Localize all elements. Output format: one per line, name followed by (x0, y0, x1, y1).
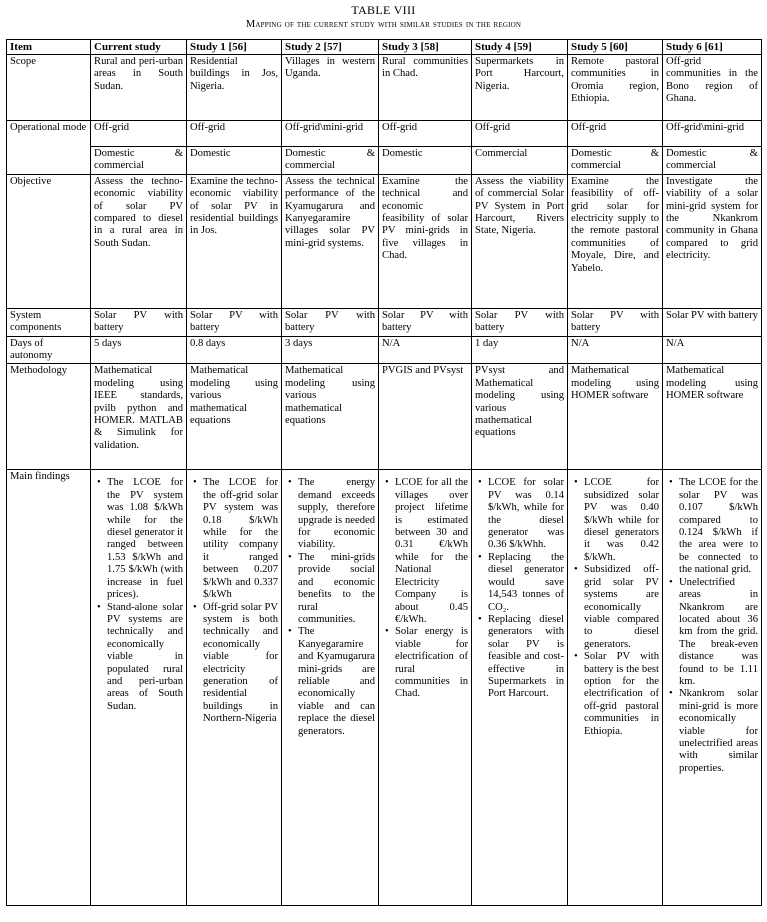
list-item: • Off-grid solar PV system is both technically and economically viable for electricity generation of residential buildings in Northern-Nigeria (203, 602, 278, 726)
table-cell: Domestic & commercial (282, 147, 379, 175)
list-item: • Stand-alone solar PV systems are technically and economically viable in populated rural and peri-urban areas of South Sudan. (107, 602, 183, 714)
row-system-components (7, 308, 762, 336)
header-cell: Current study (91, 40, 187, 55)
list-item: • Solar PV with battery is the best option for the electrification of off-grid pastoral communities in Ethiopia. (584, 651, 659, 738)
table-cell: 1 day (472, 336, 568, 364)
table-cell: Solar PV with battery (472, 308, 568, 336)
row-label: Days of autonomy (7, 336, 91, 364)
list-item: • LCOE for all the villages over project lifetime is estimated between 30 and 0.31 €/kWh while for the National Electricity Company is about 0.45 €/kWh. (395, 477, 468, 626)
table-cell: Off-grid (187, 121, 282, 147)
header-cell: Item (7, 40, 91, 55)
table-cell: Solar PV with battery (568, 308, 663, 336)
list-item: • LCOE for subsidized solar PV was 0.40 $/kWh while for diesel generators it was 0.42 $/kWh. (584, 477, 659, 564)
table-cell: Off-grid\mini-grid (663, 121, 762, 147)
row-label: System components (7, 308, 91, 336)
table-cell: Off-grid (472, 121, 568, 147)
table-cell: Solar PV with battery (379, 308, 472, 336)
findings-list (666, 477, 758, 775)
table-cell: Off-grid (379, 121, 472, 147)
list-item: • LCOE for solar PV was 0.14 $/kWh, while for the diesel generator was 0.36 $/kWhh. (488, 477, 564, 551)
table-cell: Examine the technical and economic feasibility of solar PV mini-grids in five villages in Chad. (379, 174, 472, 308)
row-methodology (7, 364, 762, 470)
table-cell: Assess the viability of commercial Solar PV System in Port Harcourt, Rivers State, Nigeria. (472, 174, 568, 308)
findings-list (285, 477, 375, 738)
table-cell: Examine the techno-economic viability of solar PV in residential buildings in Jos. (187, 174, 282, 308)
table-cell (663, 470, 762, 906)
table-cell (187, 470, 282, 906)
findings-list (94, 477, 183, 713)
list-item: • Unelectrified areas in Nkankrom are located about 36 km from the grid. The break-even distance was found to be 1.11 km. (679, 577, 758, 689)
list-item: • Nkankrom solar mini-grid is more economically viable for unelectrified areas with similar properties. (679, 688, 758, 775)
table-cell: Solar PV with battery (187, 308, 282, 336)
table-cell: N/A (379, 336, 472, 364)
table-number: TABLE VIII (351, 3, 416, 17)
comparison-table (6, 39, 762, 906)
table-cell: Mathematical modeling using various mathematical equations (282, 364, 379, 470)
table-cell: Residential buildings in Jos, Nigeria. (187, 55, 282, 121)
list-item: • The mini-grids provide social and economic benefits to the rural communities. (298, 552, 375, 626)
table-cell: Rural and peri-urban areas in South Sudan. (91, 55, 187, 121)
row-scope (7, 55, 762, 121)
list-item: • Solar energy is viable for electrification of rural communities in Chad. (395, 626, 468, 700)
table-cell: Domestic (379, 147, 472, 175)
table-cell: Off-grid (568, 121, 663, 147)
table-cell: Domestic & commercial (568, 147, 663, 175)
table-cell: Mathematical modeling using various mathematical equations (187, 364, 282, 470)
row-label: Methodology (7, 364, 91, 470)
table-cell: Examine the feasibility of off-grid solar for electricity supply to the remote pastoral communities of Moyale, Dire, and Yabelo. (568, 174, 663, 308)
table-cell: Villages in western Uganda. (282, 55, 379, 121)
table-cell: Solar PV with battery (663, 308, 762, 336)
header-cell: Study 2 [57] (282, 40, 379, 55)
header-cell: Study 3 [58] (379, 40, 472, 55)
list-item: • The LCOE for the off-grid solar PV system was 0.18 $/kWh while for the utility company it ranged between 0.207 $/kWh and 0.337 $/kWh (203, 477, 278, 601)
list-item: • The LCOE for the PV system was 1.08 $/kWh while for the diesel generator it ranged between 1.53 $/kWh and 1.75 $/kWh (with increase in fuel prices). (107, 477, 183, 601)
row-label: Main findings (7, 470, 91, 906)
table-cell: Domestic & commercial (663, 147, 762, 175)
table-cell: N/A (568, 336, 663, 364)
row-label: Operational mode (7, 121, 91, 175)
header-cell: Study 1 [56] (187, 40, 282, 55)
header-cell: Study 4 [59] (472, 40, 568, 55)
table-cell: Assess the technical performance of the Kyamugarura and Kanyegaramire villages solar PV mini-grid systems. (282, 174, 379, 308)
table-cell: Off-grid communities in the Bono region of Ghana. (663, 55, 762, 121)
table-cell: 0.8 days (187, 336, 282, 364)
table-cell: Domestic (187, 147, 282, 175)
header-cell: Study 6 [61] (663, 40, 762, 55)
row-operational-sector (7, 147, 762, 175)
table-cell: Investigate the viability of a solar mini-grid system for the Nkankrom community in Ghana compared to grid electricity. (663, 174, 762, 308)
table-cell: Commercial (472, 147, 568, 175)
table-cell (282, 470, 379, 906)
row-main-findings (7, 470, 762, 906)
table-cell: Domestic & commercial (91, 147, 187, 175)
table-cell: Solar PV with battery (282, 308, 379, 336)
table-cell: Off-grid\mini-grid (282, 121, 379, 147)
table-cell (568, 470, 663, 906)
table-cell: Mathematical modeling using HOMER software (568, 364, 663, 470)
row-label: Objective (7, 174, 91, 308)
table-cell: PVGIS and PVsyst (379, 364, 472, 470)
table-cell: 3 days (282, 336, 379, 364)
table-cell: Solar PV with battery (91, 308, 187, 336)
table-title: Mapping of the current study with similar studies in the region (245, 19, 522, 30)
findings-list (382, 477, 468, 700)
table-cell: Supermarkets in Port Harcourt, Nigeria. (472, 55, 568, 121)
table-cell: N/A (663, 336, 762, 364)
row-operational-mode (7, 121, 762, 147)
table-cell: Mathematical modeling using HOMER software (663, 364, 762, 470)
list-item: • Replacing the diesel generator would save 14,543 tonnes of CO₂. (488, 552, 564, 614)
table-cell: Off-grid (91, 121, 187, 147)
findings-list (190, 477, 278, 725)
table-caption (6, 4, 761, 31)
list-item: • Subsidized off-grid solar PV systems are economically viable compared to diesel generators. (584, 564, 659, 651)
header-cell: Study 5 [60] (568, 40, 663, 55)
table-cell (472, 470, 568, 906)
list-item: • The Kanyegaramire and Kyamugarura mini-grids are reliable and economically viable and can replace the diesel generators. (298, 626, 375, 738)
list-item: • The LCOE for the solar PV was 0.107 $/kWh compared to 0.124 $/kWh if the area were to be connected to the national grid. (679, 477, 758, 576)
table-cell: Rural communities in Chad. (379, 55, 472, 121)
list-item: • The energy demand exceeds supply, therefore upgrade is needed for economic viability. (298, 477, 375, 551)
findings-list (571, 477, 659, 738)
row-objective (7, 174, 762, 308)
row-label: Scope (7, 55, 91, 121)
table-cell: Mathematical modeling using IEEE standards, pvilb python and HOMER. MATLAB & Simulink for validation. (91, 364, 187, 470)
table-cell: 5 days (91, 336, 187, 364)
header-row (7, 40, 762, 55)
row-days-of-autonomy (7, 336, 762, 364)
table-cell (379, 470, 472, 906)
table-cell: Assess the techno-economic viability of solar PV compared to diesel in a rural area in South Sudan. (91, 174, 187, 308)
table-cell (91, 470, 187, 906)
table-cell: PVsyst and Mathematical modeling using various mathematical equations (472, 364, 568, 470)
list-item: • Replacing diesel generators with solar PV is feasible and cost-effective in Supermarkets in Port Harcourt. (488, 614, 564, 701)
findings-list (475, 477, 564, 700)
table-cell: Remote pastoral communities in Oromia region, Ethiopia. (568, 55, 663, 121)
